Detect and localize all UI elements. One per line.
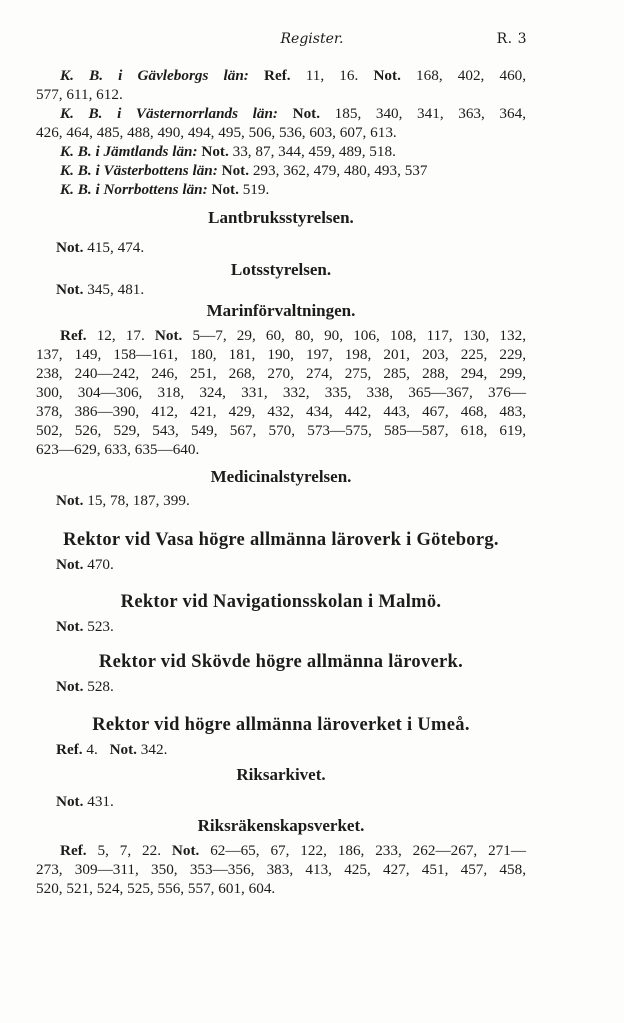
not-numbers: 168, 402, 460, bbox=[416, 67, 527, 84]
entry-gavleborg-line-2 bbox=[36, 85, 526, 104]
not-abbr: Not. bbox=[211, 181, 239, 198]
ref-abbr: Ref. bbox=[60, 327, 87, 344]
section-heading-lots: Lotsstyrelsen. bbox=[230, 260, 332, 279]
not-numbers: 577, 611, 612. bbox=[36, 86, 123, 103]
not-numbers: 415, 474. bbox=[87, 239, 145, 256]
ref-abbr: Ref. bbox=[56, 741, 83, 758]
entry-lots bbox=[56, 280, 546, 299]
entry-gavleborg-line-1 bbox=[36, 66, 526, 85]
running-head bbox=[0, 31, 624, 51]
not-abbr: Not. bbox=[56, 618, 84, 635]
not-abbr: Not. bbox=[221, 162, 250, 179]
not-numbers: 519. bbox=[242, 181, 270, 198]
not-numbers: 523. bbox=[87, 618, 114, 635]
not-abbr: Not. bbox=[56, 492, 84, 509]
not-abbr: Not. bbox=[56, 793, 84, 810]
entry-marin-line-6: 502, 526, 529, 543, 549, 567, 570, 573—575, 585—587, 618, 619, bbox=[36, 422, 526, 439]
not-abbr: Not. bbox=[373, 67, 401, 84]
entry-marin-line-3: 238, 240—242, 246, 251, 268, 270, 274, 275, 285, 288, 294, 299, bbox=[36, 365, 526, 382]
section-heading-vasa: Rektor vid Vasa högre allmänna läroverk i Göteborg. bbox=[63, 530, 499, 550]
entry-jamtland bbox=[36, 142, 526, 161]
entry-umea bbox=[56, 740, 546, 759]
section-heading-riksarkivet: Riksarkivet. bbox=[236, 765, 326, 784]
section-heading-umea: Rektor vid högre allmänna läroverket i Umeå. bbox=[92, 715, 470, 735]
ref-abbr: Ref. bbox=[264, 67, 291, 84]
not-numbers: 33, 87, 344, 459, 489, 518. bbox=[232, 143, 396, 160]
not-abbr: Not. bbox=[201, 143, 229, 160]
not-numbers: 293, 362, 479, 480, 493, 537 bbox=[252, 162, 428, 179]
not-numbers: 345, 481. bbox=[87, 281, 145, 298]
not-abbr: Not. bbox=[56, 678, 84, 695]
entry-lantbruk bbox=[56, 238, 546, 257]
entry-label: K. B. i Västernorrlands län: bbox=[60, 105, 278, 122]
ref-numbers: 12, 17. bbox=[96, 327, 145, 344]
entry-label: K. B. i Jämtlands län: bbox=[60, 143, 198, 160]
not-numbers: 528. bbox=[87, 678, 114, 695]
not-numbers: 15, 78, 187, 399. bbox=[87, 492, 190, 509]
section-heading-skovde: Rektor vid Skövde högre allmänna läroverk. bbox=[98, 652, 464, 672]
not-abbr: Not. bbox=[56, 281, 84, 298]
not-abbr: Not. bbox=[56, 556, 84, 573]
entry-rikssrakenskap-line-3: 520, 521, 524, 525, 556, 557, 601, 604. bbox=[36, 880, 276, 897]
entry-marin-line-7: 623—629, 633, 635—640. bbox=[36, 441, 200, 458]
entry-label: K. B. i Västerbottens län: bbox=[60, 162, 218, 179]
not-numbers: 431. bbox=[87, 793, 114, 810]
entry-medicinal bbox=[56, 491, 546, 510]
entry-marin-line-2: 137, 149, 158—161, 180, 181, 190, 197, 198, 201, 203, 225, 229, bbox=[36, 346, 526, 363]
entry-vasternorrland-line-2 bbox=[36, 123, 526, 142]
section-heading-lantbruk: Lantbruksstyrelsen. bbox=[208, 208, 354, 227]
ref-abbr: Ref. bbox=[60, 842, 87, 859]
page-number: R. 3 bbox=[496, 31, 527, 47]
section-heading-marin: Marinförvaltningen. bbox=[206, 301, 356, 320]
entry-riksarkivet bbox=[56, 792, 546, 811]
section-heading-navigation: Rektor vid Navigationsskolan i Malmö. bbox=[120, 592, 442, 612]
entry-norrbotten bbox=[36, 180, 526, 199]
entry-vasa bbox=[56, 555, 546, 574]
ref-numbers: 11, 16. bbox=[305, 67, 359, 84]
not-numbers: 185, 340, 341, 363, 364, bbox=[334, 105, 527, 122]
not-numbers: 426, 464, 485, 488, 490, 494, 495, 506, 536, 603, 607, 613. bbox=[36, 124, 397, 141]
not-numbers: 342. bbox=[140, 741, 168, 758]
entry-label: K. B. i Gävleborgs län: bbox=[60, 67, 249, 84]
entry-navigation bbox=[56, 617, 546, 636]
entry-vasterbotten bbox=[36, 161, 526, 180]
not-abbr: Not. bbox=[292, 105, 321, 122]
ref-numbers: 5, 7, 22. bbox=[97, 842, 161, 859]
entry-rikssrakenskap-line-1 bbox=[36, 841, 526, 860]
entry-marin-line-4: 300, 304—306, 318, 324, 331, 332, 335, 338, 365—367, 376— bbox=[36, 384, 526, 401]
section-heading-medicinal: Medicinalstyrelsen. bbox=[210, 467, 352, 486]
not-abbr: Not. bbox=[56, 239, 84, 256]
not-numbers: 62—65, 67, 122, 186, 233, 262—267, 271— bbox=[210, 842, 527, 859]
entry-rikssrakenskap-line-2: 273, 309—311, 350, 353—356, 383, 413, 425, 427, 451, 457, 458, bbox=[36, 861, 526, 878]
entry-label: K. B. i Norrbottens län: bbox=[60, 181, 208, 198]
section-heading-rikssrakenskap: Riksräkenskapsverket. bbox=[197, 816, 365, 835]
entry-marin-line-5: 378, 386—390, 412, 421, 429, 432, 434, 442, 443, 467, 468, 483, bbox=[36, 403, 526, 420]
ref-numbers: 4. bbox=[86, 741, 98, 758]
entry-marin-line-1 bbox=[36, 326, 526, 345]
running-head-title: Register. bbox=[280, 31, 344, 47]
entry-vasternorrland-line-1 bbox=[36, 104, 526, 123]
not-abbr: Not. bbox=[109, 741, 137, 758]
not-abbr: Not. bbox=[171, 842, 200, 859]
not-numbers: 5—7, 29, 60, 80, 90, 106, 108, 117, 130, 132, bbox=[192, 327, 527, 344]
not-numbers: 470. bbox=[87, 556, 114, 573]
not-abbr: Not. bbox=[154, 327, 183, 344]
entry-skovde bbox=[56, 677, 546, 696]
